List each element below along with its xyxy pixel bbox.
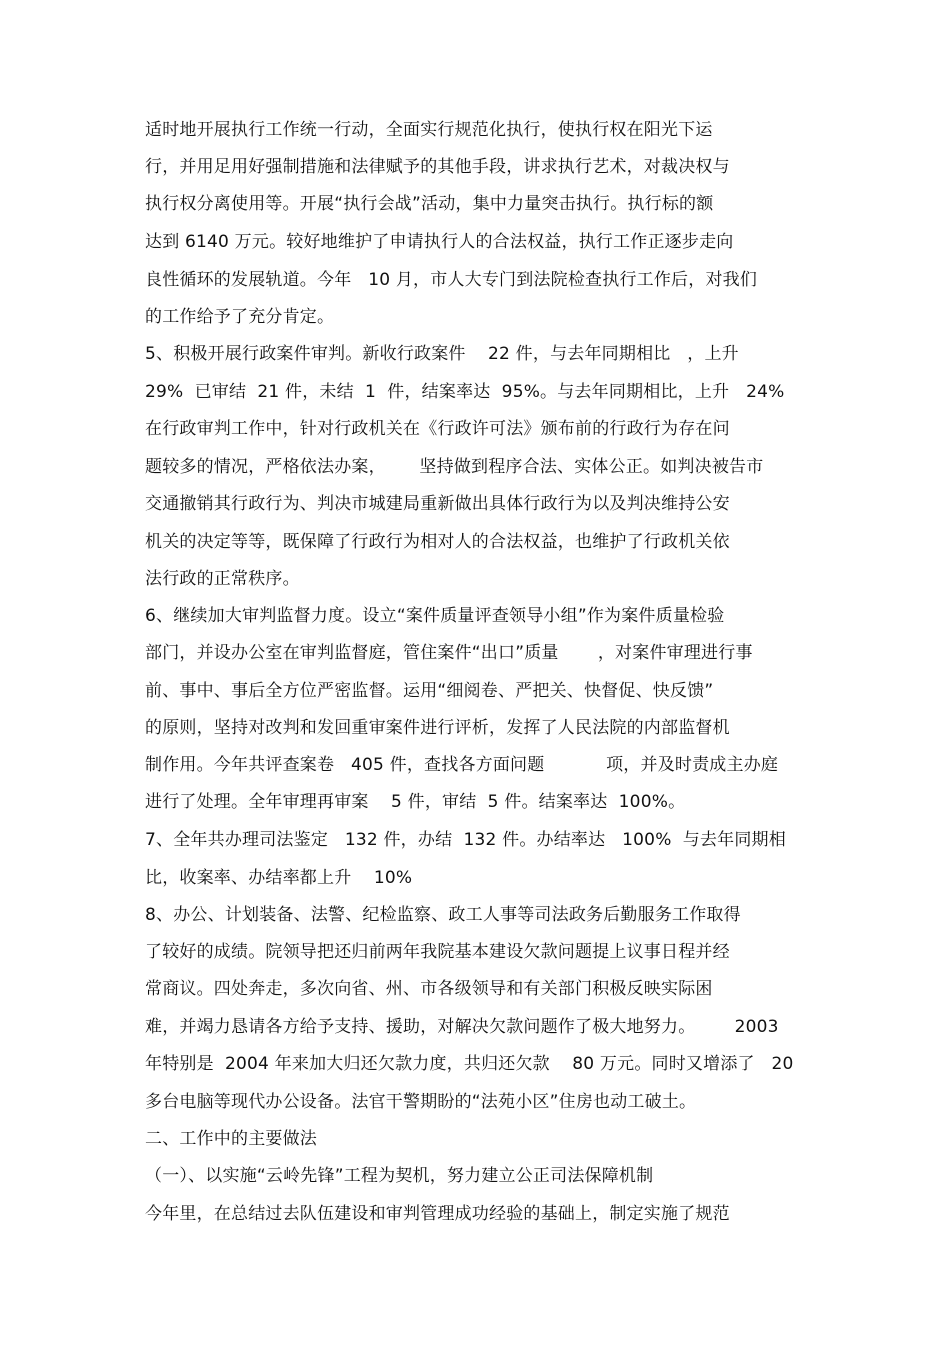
- section-heading: 8、办公、计划装备、法警、纪检监察、政工人事等司法政务后勤服务工作取得: [145, 905, 741, 925]
- text-line: 适时地开展执行工作统一行动，全面实行规范化执行，使执行权在阳光下运: [145, 120, 713, 140]
- text-line: 法行政的正常秩序。: [145, 569, 300, 589]
- text-line: 年特别是 2004 年来加大归还欠款力度，共归还欠款 80 万元。同时又增添了 20: [145, 1054, 794, 1074]
- text-line: 制作用。今年共评查案卷 405 件，查找各方面问题 项，并及时责成主办庭: [145, 755, 779, 775]
- text-line: 执行权分离使用等。开展“执行会战”活动，集中力量突击执行。执行标的额: [145, 194, 714, 214]
- section-heading: 5、积极开展行政案件审判。新收行政案件 22 件，与去年同期相比 ，上升: [145, 344, 739, 364]
- section-heading: 二、工作中的主要做法: [145, 1129, 317, 1149]
- text-line: 常商议。四处奔走，多次向省、州、市各级领导和有关部门积极反映实际困: [145, 979, 713, 999]
- text-line: 难，并竭力恳请各方给予支持、援助，对解决欠款问题作了极大地努力。 2003: [145, 1017, 779, 1037]
- section-heading: 6、继续加大审判监督力度。设立“案件质量评查领导小组”作为案件质量检验: [145, 606, 725, 626]
- text-line: 题较多的情况，严格依法办案， 坚持做到程序合法、实体公正。如判决被告市: [145, 457, 764, 477]
- text-line: 良性循环的发展轨道。今年 10 月，市人大专门到法院检查执行工作后，对我们: [145, 270, 758, 290]
- section-heading: 7、全年共办理司法鉴定 132 件，办结 132 件。办结率达 100% 与去年同期相: [145, 830, 786, 850]
- text-line: 的工作给予了充分肯定。: [145, 307, 335, 327]
- text-line: 今年里，在总结过去队伍建设和审判管理成功经验的基础上，制定实施了规范: [145, 1204, 730, 1224]
- subsection-heading: （一）、以实施“云岭先锋”工程为契机，努力建立公正司法保障机制: [145, 1166, 654, 1186]
- text-line: 比，收案率、办结率都上升 10%: [145, 868, 413, 888]
- text-line: 在行政审判工作中，针对行政机关在《行政许可法》颁布前的行政行为存在问: [145, 419, 730, 439]
- text-line: 进行了处理。全年审理再审案 5 件，审结 5 件。结案率达 100%。: [145, 792, 686, 812]
- text-line: 达到 6140 万元。较好地维护了申请执行人的合法权益，执行工作正逐步走向: [145, 232, 734, 252]
- text-line: 前、事中、事后全方位严密监督。运用“细阅卷、严把关、快督促、快反馈”: [145, 681, 714, 701]
- text-line: 部门，并设办公室在审判监督庭，管住案件“出口”质量 ，对案件审理进行事: [145, 643, 753, 663]
- text-line: 多台电脑等现代办公设备。法官干警期盼的“法苑小区”住房也动工破土。: [145, 1092, 697, 1112]
- text-line: 交通撤销其行政行为、判决市城建局重新做出具体行政行为以及判决维持公安: [145, 494, 730, 514]
- text-line: 29% 已审结 21 件，未结 1 件，结案率达 95%。与去年同期相比，上升 24%: [145, 382, 785, 402]
- text-line: 了较好的成绩。院领导把还归前两年我院基本建设欠款问题提上议事日程并经: [145, 942, 730, 962]
- text-line: 行，并用足用好强制措施和法律赋予的其他手段，讲求执行艺术，对裁决权与: [145, 157, 730, 177]
- text-line: 机关的决定等等，既保障了行政行为相对人的合法权益，也维护了行政机关依: [145, 532, 730, 552]
- text-line: 的原则，坚持对改判和发回重审案件进行评析，发挥了人民法院的内部监督机: [145, 718, 730, 738]
